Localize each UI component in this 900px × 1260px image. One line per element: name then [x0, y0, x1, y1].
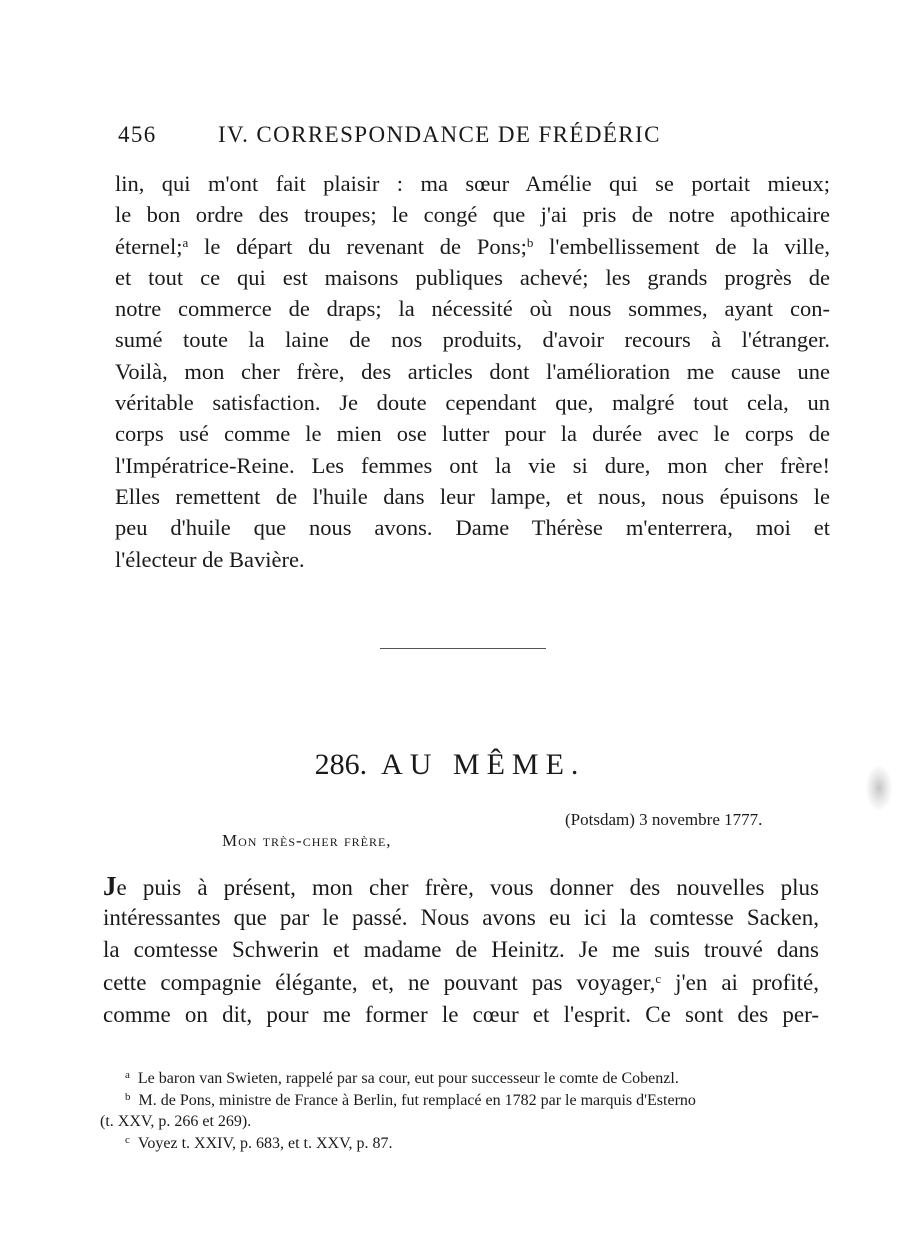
- letter-number: 286.: [314, 748, 368, 781]
- continued-letter-text: [115, 168, 830, 575]
- text-line: corps usé comme le mien ose lutter pour la durée avec le corps de: [115, 421, 830, 447]
- footnote-mark: b: [125, 1090, 131, 1103]
- footnote-marker: b: [526, 234, 534, 250]
- text-line: véritable satisfaction. Je doute cependant que, malgré tout cela, un: [115, 390, 830, 416]
- footnote-text: (t. XXV, p. 266 et 269).: [100, 1113, 252, 1130]
- text-line: notre commerce de draps; la nécessité où nous sommes, ayant con-: [115, 296, 830, 322]
- footnote-marker: c: [655, 970, 662, 986]
- running-head: [118, 122, 758, 148]
- text-line: lin, qui m'ont fait plaisir : ma sœur Amélie qui se portait mieux;: [115, 171, 830, 196]
- text-line: l'électeur de Bavière.: [115, 546, 305, 572]
- drop-cap: J: [103, 871, 117, 901]
- text-line: Je puis à présent, mon cher frère, vous donner des nouvelles plus: [103, 871, 819, 901]
- letter-salutation: Mon très-cher frère,: [222, 831, 392, 850]
- footnote-text: M. de Pons, ministre de France à Berlin, fut remplacé en 1782 par le marquis d'Esterno: [138, 1091, 696, 1109]
- text-line: le bon ordre des troupes; le congé que j'ai pris de notre apothicaire: [115, 202, 830, 228]
- footnote-marker: a: [182, 234, 189, 250]
- text-line: l'Impératrice-Reine. Les femmes ont la vie si dure, mon cher frère!: [115, 452, 830, 478]
- footnote-mark: a: [125, 1069, 130, 1081]
- text-line: peu d'huile que nous avons. Dame Thérèse m'enterrera, moi et: [115, 515, 830, 541]
- footnote: [100, 1068, 820, 1090]
- running-title: IV. CORRESPONDANCE DE FRÉDÉRIC: [218, 122, 661, 147]
- letter-heading: [0, 748, 900, 782]
- letter-body: [103, 870, 819, 1031]
- section-divider: [380, 648, 546, 649]
- text-line: comme on dit, pour me former le cœur et l'esprit. Ce sont des per-: [103, 1001, 819, 1027]
- footnote-text: Voyez t. XXIV, p. 683, et t. XXV, p. 87.: [137, 1134, 393, 1152]
- text-line: et tout ce qui est maisons publiques achevé; les grands progrès de: [115, 264, 830, 290]
- footnote: [100, 1133, 820, 1155]
- text-line: éternel;$^a$ le départ du revenant de Pons;$^b$ l'embellissement de la ville,: [115, 233, 830, 259]
- text-line: la comtesse Schwerin et madame de Heinitz. Je me suis trouvé dans: [103, 937, 819, 963]
- footnote: [100, 1090, 820, 1112]
- text-line: Elles remettent de l'huile dans leur lampe, et nous, nous épuisons le: [115, 483, 830, 509]
- footnote: [100, 1111, 820, 1133]
- text-line: sumé toute la laine de nos produits, d'avoir recours à l'étranger.: [115, 327, 830, 353]
- scan-smudge: [866, 766, 892, 810]
- text-line: cette compagnie élégante, et, ne pouvant pas voyager,$^c$ j'en ai profité,: [103, 969, 819, 995]
- text-line: Voilà, mon cher frère, des articles dont l'amélioration me cause une: [115, 358, 830, 384]
- text-line: intéressantes que par le passé. Nous avons eu ici la comtesse Sacken,: [103, 905, 819, 931]
- footnote-text: Le baron van Swieten, rappelé par sa cour, eut pour successeur le comte de Cobenzl.: [137, 1070, 679, 1087]
- footnotes: [100, 1068, 820, 1154]
- letter-title: AU MÊME.: [381, 748, 586, 781]
- letter-dateline: (Potsdam) 3 novembre 1777.: [565, 810, 763, 829]
- page-number: 456: [118, 122, 157, 147]
- footnote-mark: c: [125, 1133, 130, 1146]
